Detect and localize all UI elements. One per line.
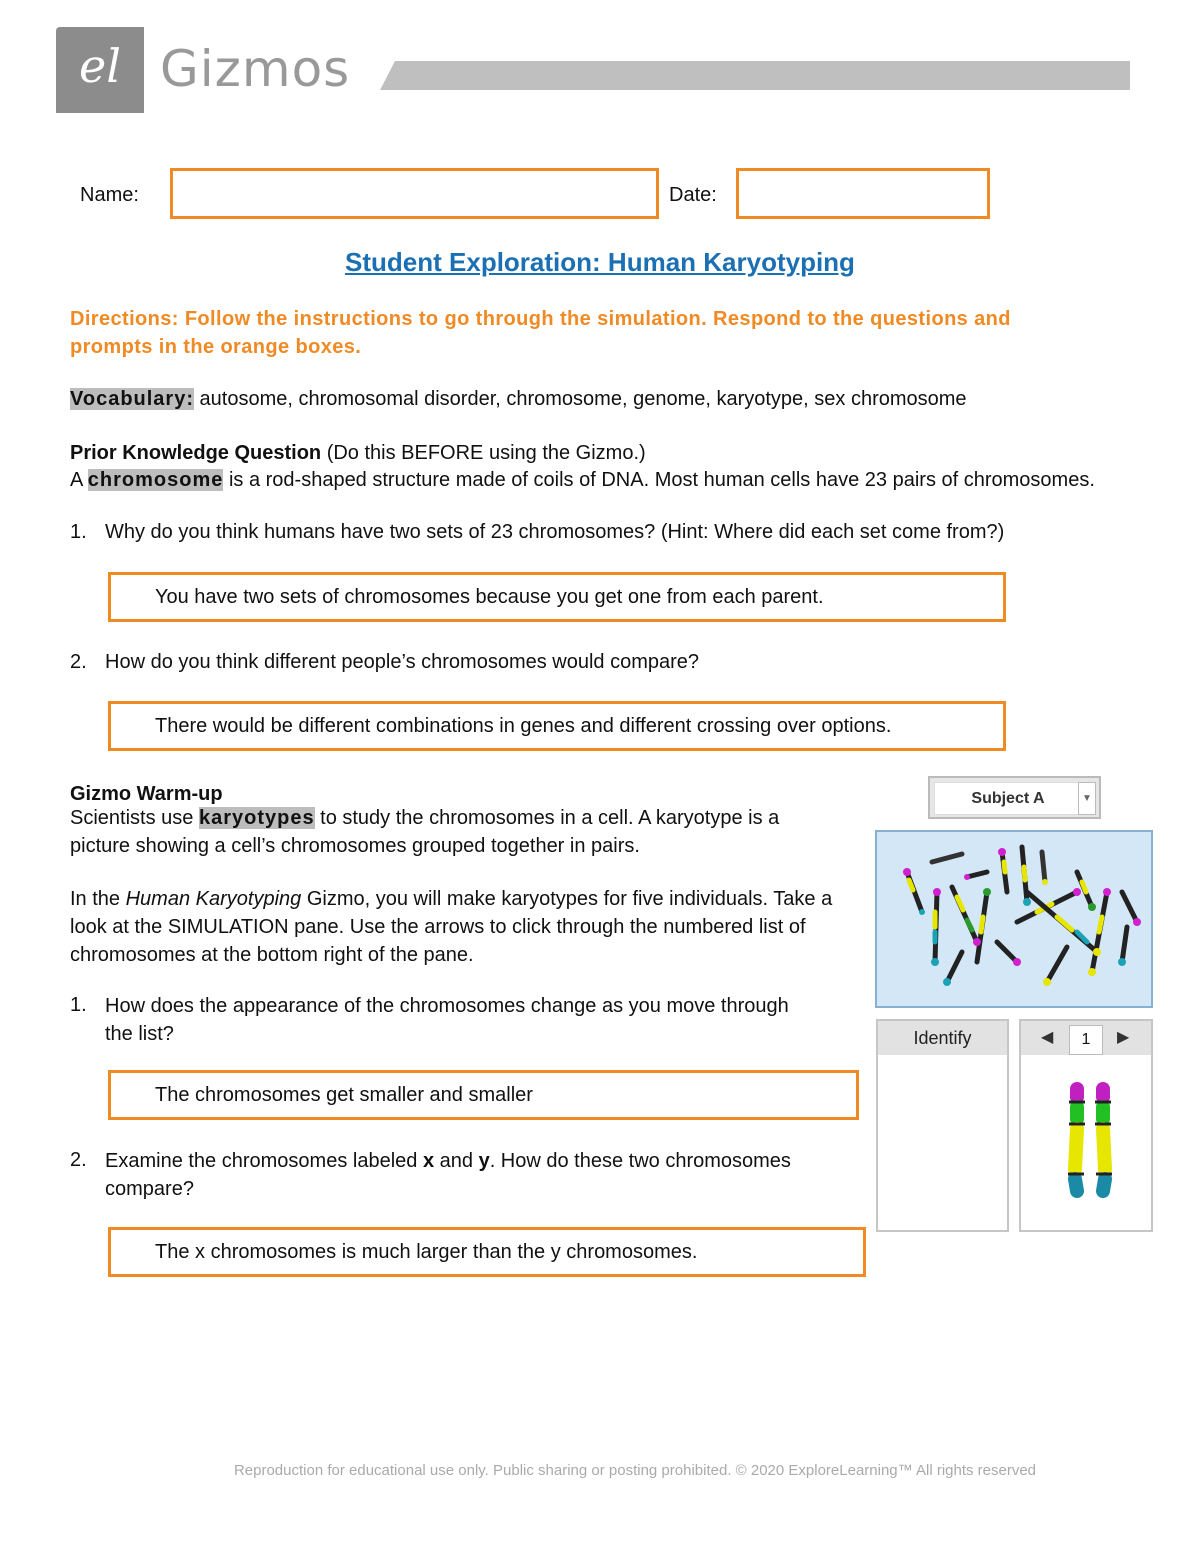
- prior-q1-answer: You have two sets of chromosomes because you get one from each parent.: [155, 586, 824, 608]
- warmup-q1-number: 1.: [70, 994, 87, 1016]
- identify-panel: [876, 1019, 1009, 1232]
- chevron-down-icon[interactable]: ▼: [1078, 782, 1096, 815]
- prior-q1-text: Why do you think humans have two sets of 23 chromosomes? (Hint: Where did each set come from?): [105, 521, 1005, 543]
- warmup-q1-answer-box[interactable]: [108, 1070, 859, 1120]
- warmup-q2-answer-box[interactable]: [108, 1227, 866, 1277]
- vocabulary-terms: autosome, chromosomal disorder, chromosome, genome, karyotype, sex chromosome: [194, 388, 967, 410]
- left-arrow-icon[interactable]: ◀: [1041, 1029, 1054, 1046]
- warmup-q1-text: How does the appearance of the chromosomes change as you move through the list?: [105, 995, 789, 1045]
- prior-q1-answer-box[interactable]: [108, 572, 1006, 622]
- header-bar: [380, 61, 1130, 90]
- chromosome-spread-image: [877, 832, 1151, 1006]
- prior-q2-answer: There would be different combinations in genes and different crossing over options.: [155, 715, 892, 737]
- directions: Directions: Follow the instructions to go through the simulation. Respond to the questions and prompts in the orange boxes.: [70, 308, 1011, 358]
- vocabulary: [70, 385, 967, 413]
- prior-q2-text: How do you think different people’s chromosomes would compare?: [105, 651, 700, 673]
- page-title: Student Exploration: Human Karyotyping: [345, 247, 855, 277]
- warmup-q1-answer: The chromosomes get smaller and smaller: [155, 1084, 533, 1106]
- chromosome-pair-image: [1055, 1079, 1125, 1209]
- warmup-paragraph-2: In the Human Karyotyping Gizmo, you will make karyotypes for five individuals. Take a look at the SIMULATION pane. Use the arrows to click through the numbered list of chromosomes at the bottom right of the pane.: [70, 888, 833, 966]
- chromosome-term: chromosome: [87, 469, 224, 491]
- prior-heading-text: Prior Knowledge Question: [70, 442, 322, 464]
- subject-select-value: Subject A: [934, 782, 1082, 815]
- name-label: Name:: [80, 184, 139, 206]
- vocabulary-label: Vocabulary:: [70, 388, 194, 410]
- footer: Reproduction for educational use only. Public sharing or posting prohibited. © 2020 ExploreLearning™ All rights reserved: [233, 1462, 1037, 1479]
- prior-heading: [70, 439, 646, 467]
- brand-name: Gizmos: [160, 40, 351, 98]
- date-field[interactable]: [736, 168, 990, 219]
- subject-select[interactable]: [928, 776, 1101, 819]
- name-field[interactable]: [170, 168, 659, 219]
- warmup-q2-number: 2.: [70, 1149, 87, 1171]
- warmup-heading: Gizmo Warm-up: [70, 783, 223, 805]
- prior-q2-number: 2.: [70, 651, 87, 673]
- explorelearning-logo: el: [56, 27, 144, 113]
- prior-definition: A chromosome is a rod-shaped structure made of coils of DNA. Most human cells have 23 pairs of chromosomes.: [70, 469, 1095, 491]
- prior-heading-note: (Do this BEFORE using the Gizmo.): [321, 442, 646, 464]
- prior-q2-answer-box[interactable]: [108, 701, 1006, 751]
- date-label: Date:: [669, 184, 717, 206]
- right-arrow-icon[interactable]: ▶: [1117, 1029, 1130, 1046]
- chromosome-navigator: [1019, 1019, 1153, 1232]
- warmup-q2-answer: The x chromosomes is much larger than the y chromosomes.: [155, 1241, 698, 1263]
- simulation-pane[interactable]: [875, 830, 1153, 1008]
- prior-q1-number: 1.: [70, 521, 87, 543]
- warmup-q2-text: Examine the chromosomes labeled x and y. How do these two chromosomes compare?: [105, 1150, 791, 1200]
- warmup-paragraph-1: Scientists use karyotypes to study the chromosomes in a cell. A karyotype is a picture showing a cell’s chromosomes grouped together in pairs.: [70, 807, 780, 857]
- chromosome-number[interactable]: 1: [1069, 1025, 1103, 1055]
- karyotypes-term: karyotypes: [198, 807, 315, 829]
- identify-button[interactable]: Identify: [878, 1021, 1007, 1055]
